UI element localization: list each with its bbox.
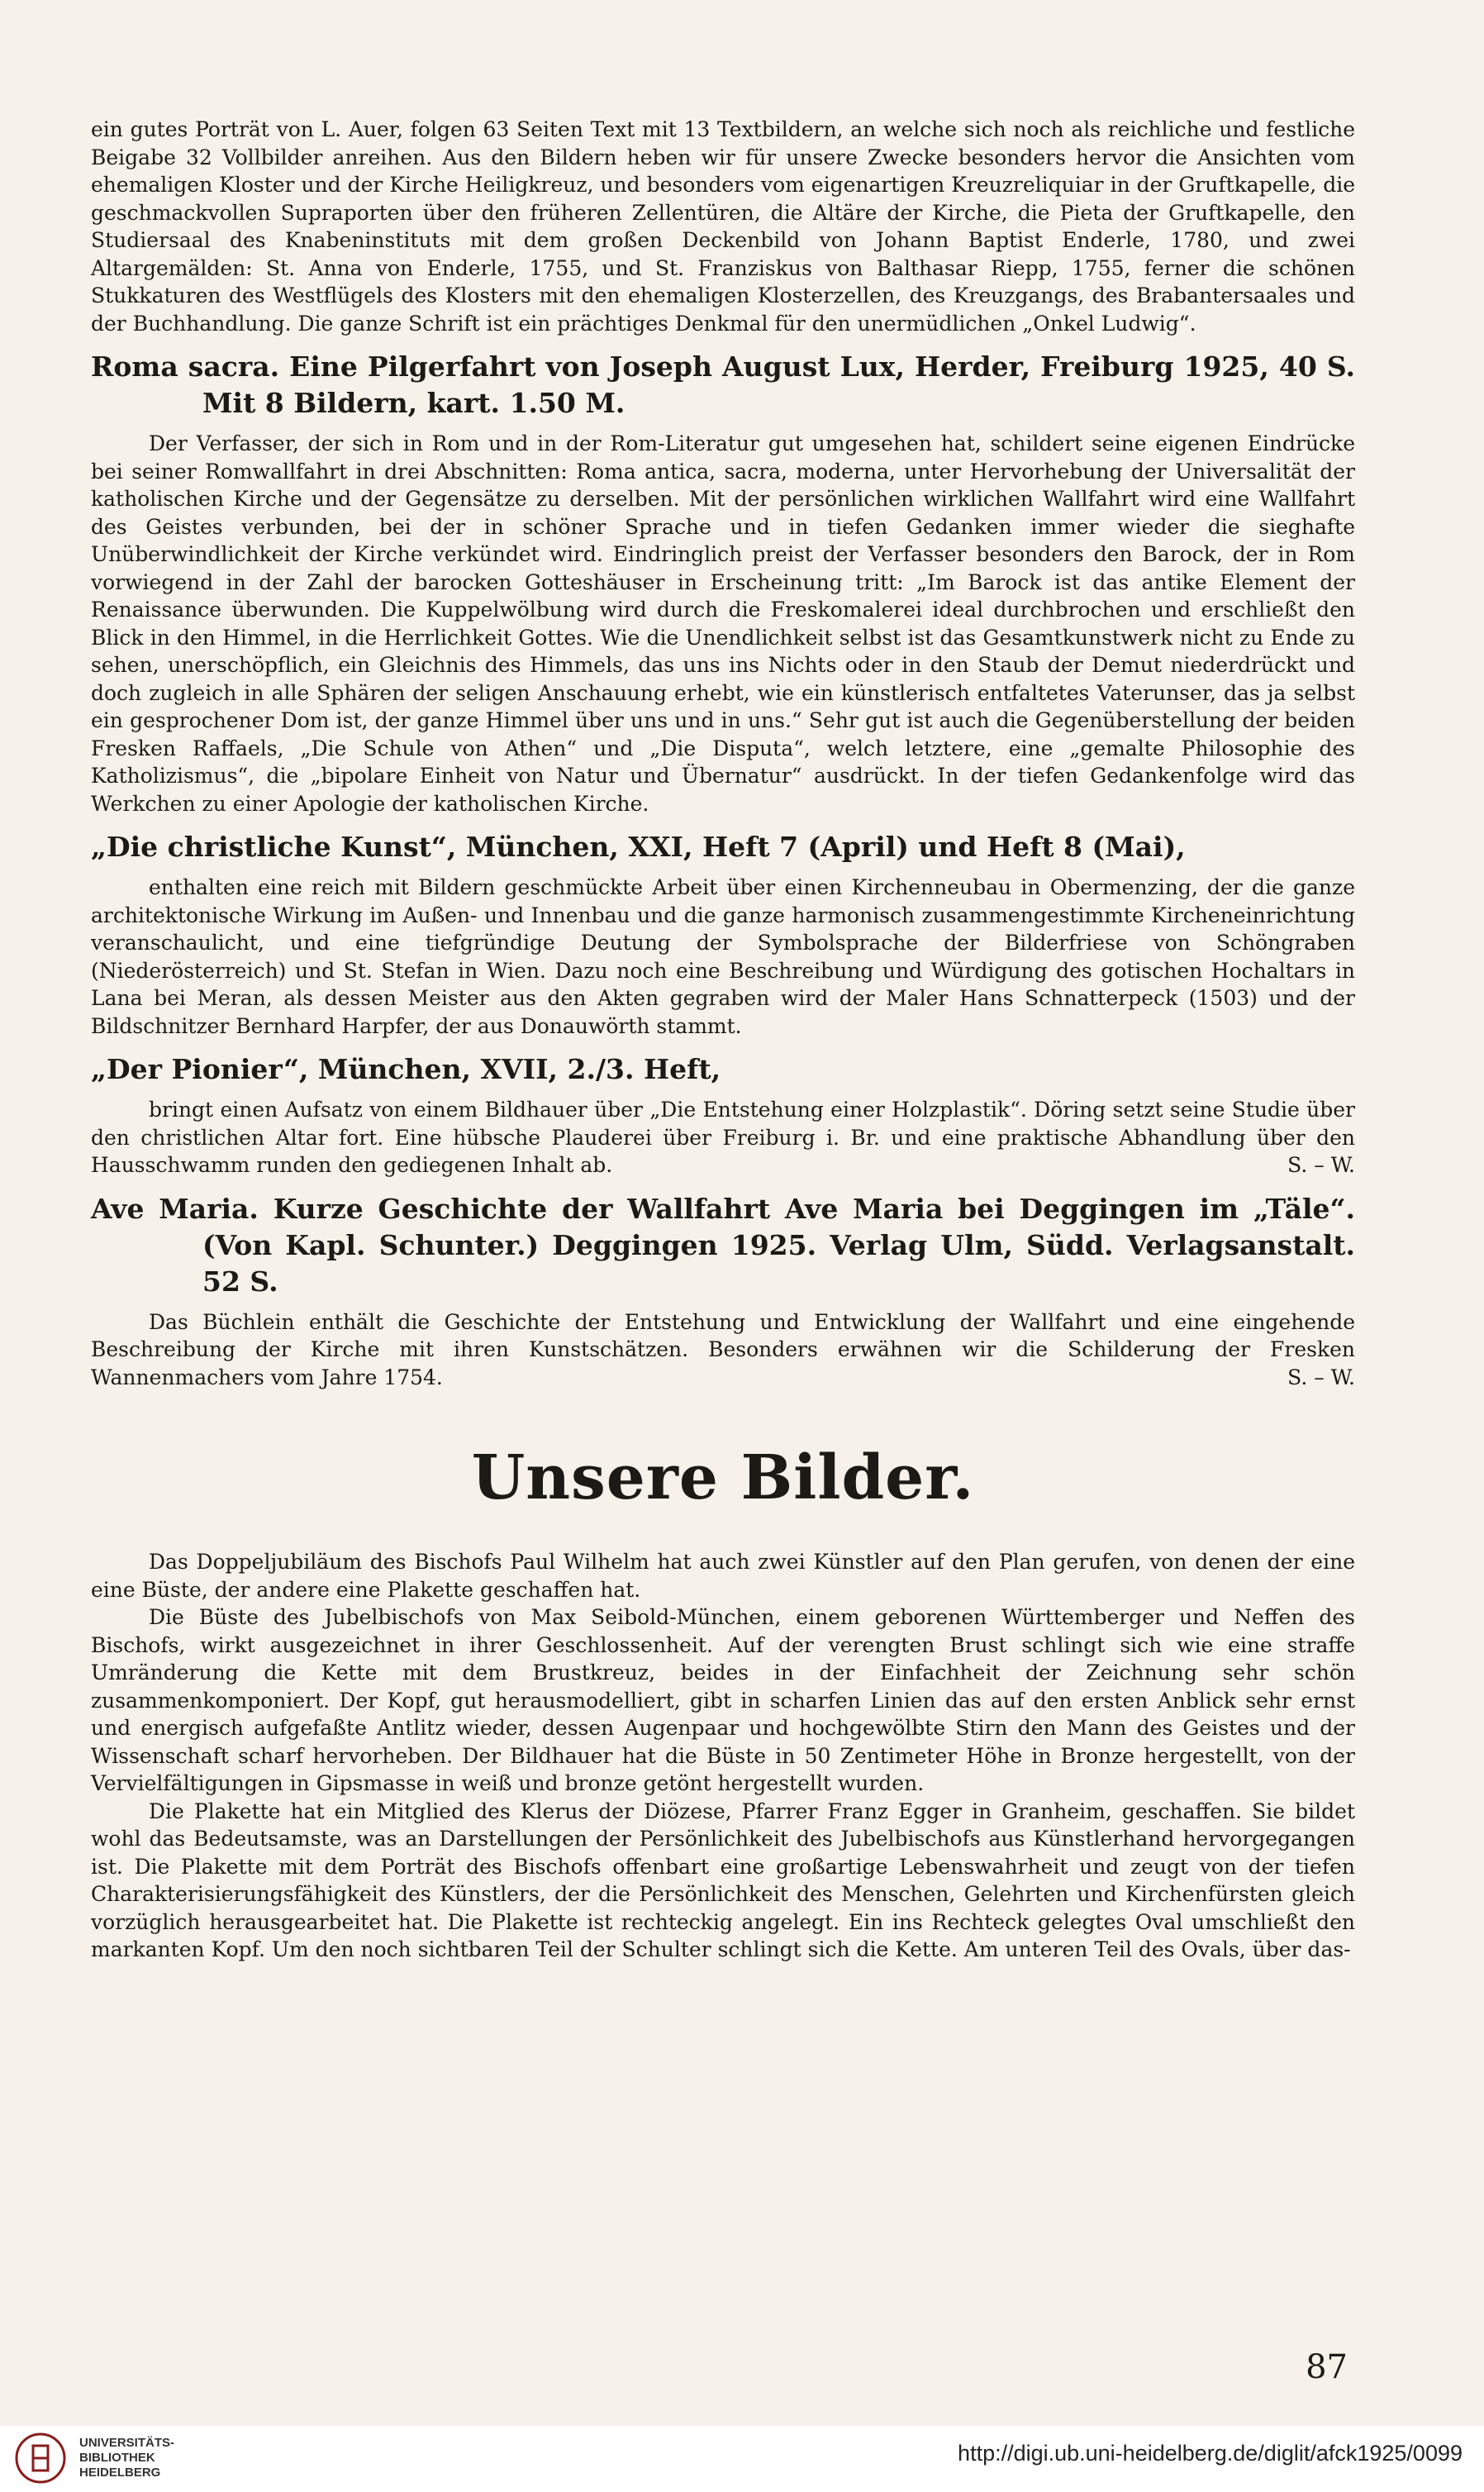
section-paragraph-3: Die Plakette hat ein Mitglied des Klerus der Diözese, Pfarrer Franz Egger in Granheim, geschaffen. Sie bildet wohl das Bedeutsamste, was an Darstellungen der Persönlichkeit des Jubelbischofs aus Künstlerhand hervorgegangen ist. Die Plakette mit dem Porträt des Bischofs offenbart eine großartige Lebenswahrheit und zeugt von der tiefen Charakterisierungsfähigkeit des Künstlers, der die Persönlichkeit des Menschen, Gelehrten und Kirchenfürsten gleich vorzüglich herausgearbeitet hat. Die Plakette ist rechteckig angelegt. Ein ins Rechteck gelegtes Oval umschließt den markanten Kopf. Um den noch sichtbaren Teil der Schulter schlingt sich die Kette. Am unteren Teil des Ovals, über das- (91, 1799, 1355, 1961)
page-number: 87 (1306, 2348, 1348, 2386)
review-body-ave-maria (91, 1308, 1355, 1392)
review-text: Das Büchlein enthält die Geschichte der Entstehung und Entwicklung der Wallfahrt und eine eingehende Beschreibung der Kirche mit ihren Kunstschätzen. Besonders erwähnen wir die Schilderung der Fresken Wannenmachers vom Jahre 1754. (91, 1309, 1355, 1389)
review-heading-roma-sacra (91, 349, 1355, 422)
section-paragraph-1: Das Doppeljubiläum des Bischofs Paul Wilhelm hat auch zwei Künstler auf den Plan gerufen, von denen der eine eine Büste, der andere eine Plakette geschaffen hat. (91, 1550, 1355, 1602)
review-text: bringt einen Aufsatz von einem Bildhauer über „Die Entstehung einer Holzplastik“. Döring setzt seine Studie über den christlichen Altar fort. Eine hübsche Plauderei über Freiburg i. Br. und eine praktische Abhandlung über den Hausschwamm runden den gediegenen Inhalt ab. (91, 1098, 1355, 1177)
review-heading-ave-maria: Ave Maria. Kurze Geschichte der Wallfahrt Ave Maria bei Deggingen im „Täle“. (Von Kapl. Schunter.) Deggingen 1925. Verlag Ulm, Südd. Verlagsanstalt. 52 S. (91, 1192, 1355, 1298)
review-body-christliche-kunst: enthalten eine reich mit Bildern geschmückte Arbeit über einen Kirchenneubau in Obermenzing, der die ganze architektonische Wirkung im Außen- und Innenbau und die ganze harmonisch zusammengestimmte Kircheneinrichtung veranschaulicht, und eine tiefgründige Deutung der Symbolsprache der Bilderfriese von Schöngraben (Niederösterreich) und St. Stefan in Wien. Dazu noch eine Beschreibung und Würdigung des gotischen Hochaltars in Lana bei Meran, als dessen Meister aus den Akten gegraben wird der Maler Hans Schnatterpeck (1503) und der Bildschnitzer Bernhard Harpfer, der aus Donauwörth stammt. (91, 875, 1355, 1038)
university-seal-icon (15, 2432, 66, 2484)
section-paragraph-2: Die Büste des Jubelbischofs von Max Seibold-München, einem geborenen Württemberger und Neffen des Bischofs, wirkt ausgezeichnet in ihrer Geschlossenheit. Auf der verengten Brust schlingt sich wie eine straffe Umränderung die Kette mit dem Brustkreuz, beides in der Einfachheit der Zeichnung sehr schön zusammenkomponiert. Der Kopf, gut herausmodelliert, gibt in scharfen Linien das auf den ersten Anblick sehr ernst und energisch aufgefaßte Antlitz wieder, dessen Augenpaar und hochgewölbte Stirn den Mann des Geistes und der Wissenschaft scharf hervorheben. Der Bildhauer hat die Büste in 50 Zentimeter Höhe in Bronze hergestellt, von der Vervielfältigungen in Gipsmasse in weiß und bronze getönt hergestellt wurden. (91, 1605, 1355, 1795)
review-heading-pionier: „Der Pionier“, München, XVII, 2./3. Heft, (91, 1053, 721, 1085)
review-heading-rest: Eine Pilgerfahrt von Joseph August Lux, Herder, Freiburg 1925, 40 S. Mit 8 Bildern, kart. 1.50 M. (202, 350, 1355, 419)
signature: S. – W. (1287, 1365, 1355, 1389)
document-page (91, 116, 1355, 1964)
library-logo-text (79, 2436, 174, 2480)
review-heading-christliche-kunst: „Die christliche Kunst“, München, XXI, Heft 7 (April) und Heft 8 (Mai), (91, 831, 1186, 863)
logo-line: HEIDELBERG (79, 2466, 161, 2480)
section-title: Unsere Bilder. (471, 1442, 975, 1513)
review-body-pionier (91, 1096, 1355, 1179)
logo-line: UNIVERSITÄTS- (79, 2436, 175, 2450)
review-title: Roma sacra. (91, 350, 280, 383)
logo-line: BIBLIOTHEK (79, 2451, 155, 2465)
review-body-roma-sacra: Der Verfasser, der sich in Rom und in der Rom-Literatur gut umgesehen hat, schildert seine eigenen Eindrücke bei seiner Romwallfahrt in drei Abschnitten: Roma antica, sacra, moderna, unter Hervorhebung der Universalität der katholischen Kirche und der Gegensätze zu derselben. Mit der persönlichen wirklichen Wallfahrt wird eine Wallfahrt des Geistes verbunden, bei der in schöner Sprache und in tiefen Gedanken immer wieder die sieghafte Unüberwindlichkeit der Kirche verkündet wird. Eindringlich preist der Verfasser besonders den Barock, der in Rom vorwiegend in der Zahl der barocken Gotteshäuser in Erscheinung tritt: „Im Barock ist das antike Element der Renaissance überwunden. Die Kuppelwölbung wird durch die Freskomalerei ideal durchbrochen und erschließt den Blick in den Himmel, in die Herrlichkeit Gottes. Wie die Unendlichkeit selbst ist das Gesamtkunstwerk nicht zu Ende zu sehen, unerschöpflich, ein Gleichnis des Himmels, das uns ins Nichts oder in den Staub der Demut niederdrückt und doch zugleich in alle Sphären der seligen Anschauung erhebt, wie ein künstlerisch entfaltetes Vaterunser, das ja selbst ein gesprochener Dom ist, der ganze Himmel über uns und in uns.“ Sehr gut ist auch die Gegenüberstellung der beiden Fresken Raffaels, „Die Schule von Athen“ und „Die Disputa“, welch letztere, eine „gemalte Philosophie des Katholizismus“, die „bipolare Einheit von Natur und Übernatur“ ausdrückt. In der tiefen Gedankenfolge wird das Werkchen zu einer Apologie der katholischen Kirche. (91, 431, 1355, 816)
source-url-link[interactable]: http://digi.ub.uni-heidelberg.de/diglit/afck1925/0099 (958, 2441, 1463, 2466)
paragraph-intro: ein gutes Porträt von L. Auer, folgen 63 Seiten Text mit 13 Textbildern, an welche sich noch als reichliche und festliche Beigabe 32 Vollbilder anreihen. Aus den Bildern heben wir für unsere Zwecke besonders hervor die Ansichten vom ehemaligen Kloster und der Kirche Heiligkreuz, und besonders vom eigenartigen Kreuzreliquiar in der Gruftkapelle, die geschmackvollen Supraporten über den früheren Zellentüren, die Altäre der Kirche, die Pieta der Gruftkapelle, den Studiersaal des Knabeninstituts mit dem großen Deckenbild von Johann Baptist Enderle, 1780, und zwei Altargemälden: St. Anna von Enderle, 1755, und St. Franziskus von Balthasar Riepp, 1755, ferner die schönen Stukkaturen des Westflügels des Klosters mit den ehemaligen Klosterzellen, des Kreuzgangs, des Brabantersaales und der Buchhandlung. Die ganze Schrift ist ein prächtiges Denkmal für den unermüdlichen „Onkel Ludwig“. (91, 117, 1355, 336)
footer-bar (0, 2426, 1484, 2492)
signature: S. – W. (1287, 1153, 1355, 1177)
